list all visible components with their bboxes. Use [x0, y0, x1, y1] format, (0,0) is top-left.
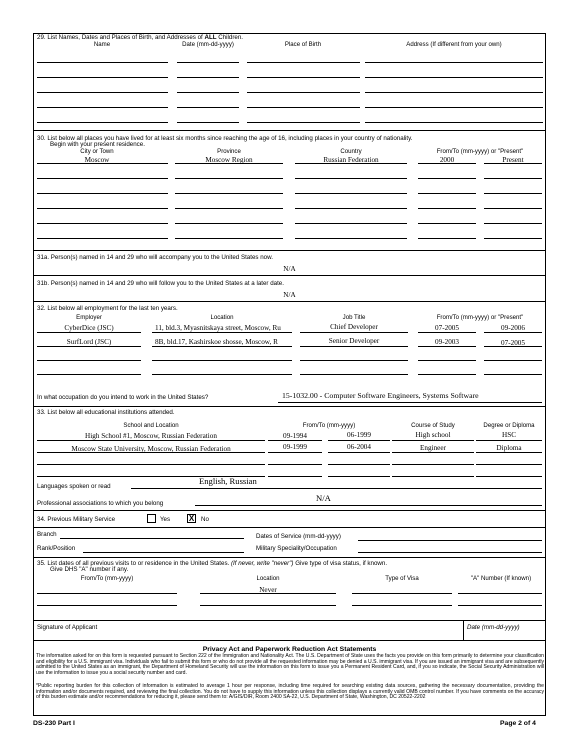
field-underline[interactable] [458, 605, 542, 606]
field-underline[interactable] [418, 178, 476, 179]
field-underline[interactable] [418, 193, 476, 194]
field-underline[interactable] [392, 440, 474, 441]
field-underline[interactable] [247, 77, 360, 78]
field-underline[interactable] [37, 332, 141, 333]
field-underline[interactable] [484, 193, 542, 194]
field-underline[interactable] [365, 77, 543, 78]
field-underline[interactable] [295, 178, 407, 179]
q32-row1-from: 07-2005 [435, 324, 459, 332]
date-label [467, 624, 520, 631]
field-underline[interactable] [392, 476, 474, 477]
field-underline[interactable] [37, 440, 265, 441]
date-label-text: Date (mm-dd-yyyy) [467, 624, 520, 631]
field-underline[interactable] [177, 92, 239, 93]
q33-col-fromto: From/To (mm-yyyy) [302, 422, 356, 429]
q29-title [37, 34, 243, 41]
field-underline[interactable] [175, 193, 283, 194]
field-underline[interactable] [37, 360, 141, 361]
field-underline[interactable] [392, 464, 474, 465]
section-divider [33, 301, 546, 302]
signature-label: Signature of Applicant [37, 624, 98, 631]
q31b-value: N/A [283, 291, 296, 299]
field-underline[interactable] [352, 593, 452, 594]
field-underline[interactable] [268, 464, 322, 465]
q29-title-bold: ALL [204, 34, 217, 41]
signature-date-separator [463, 620, 464, 640]
field-underline[interactable] [352, 605, 452, 606]
field-underline[interactable] [418, 238, 476, 239]
field-underline[interactable] [177, 62, 239, 63]
q33-col-school: School and Location [123, 422, 179, 429]
field-underline[interactable] [37, 593, 177, 594]
q35-location-value: Never [259, 586, 277, 594]
q34-label: 34. Previous Military Service [37, 516, 116, 523]
field-underline[interactable] [175, 238, 283, 239]
field-underline[interactable] [37, 605, 177, 606]
field-underline[interactable] [175, 163, 283, 164]
q32-row1-location: 11, bld.3, Myasnitskaya street, Moscow, Ru [155, 324, 281, 332]
field-underline[interactable] [476, 440, 542, 441]
field-underline[interactable] [37, 346, 141, 347]
field-underline[interactable] [328, 440, 390, 441]
field-underline[interactable] [247, 122, 360, 123]
q33-row1-to: 06-1999 [347, 431, 371, 439]
q32-col-job: Job Title [342, 314, 366, 321]
section-divider [33, 557, 546, 558]
field-underline[interactable] [152, 360, 292, 361]
speciality-label: Military Speciality/Occupation [256, 545, 337, 552]
q31a-label: 31a. Person(s) named in 14 and 29 who will accompany you to the United States now. [37, 254, 273, 261]
field-underline[interactable] [152, 332, 292, 333]
field-underline[interactable] [37, 122, 168, 123]
section-divider [33, 406, 546, 407]
field-underline[interactable] [418, 332, 476, 333]
dates-of-service-field-line[interactable] [358, 540, 542, 541]
field-underline[interactable] [37, 178, 168, 179]
field-underline[interactable] [484, 346, 542, 347]
q32-row1-employer: CyberDice (JSC) [64, 324, 114, 332]
field-underline[interactable] [300, 332, 408, 333]
q32-row1-job: Chief Developer [330, 323, 378, 331]
q35-col-visa: Type of Visa [385, 575, 419, 582]
q32-row2-from: 09-2003 [435, 338, 459, 346]
rank-label: Rank/Position [37, 545, 76, 552]
field-underline[interactable] [392, 452, 474, 453]
field-underline[interactable] [177, 122, 239, 123]
q33-title: 33. List below all educational institutions attended. [37, 409, 175, 416]
field-underline[interactable] [37, 62, 168, 63]
field-underline[interactable] [476, 452, 542, 453]
q33-row1-degree: HSC [502, 431, 516, 439]
associations-label: Professional associations to which you belong [37, 500, 164, 507]
field-underline[interactable] [200, 593, 336, 594]
q32-row1-to: 09-2006 [501, 324, 525, 332]
field-underline[interactable] [328, 476, 390, 477]
field-underline[interactable] [484, 360, 542, 361]
q30-row1-country: Russian Federation [323, 156, 379, 164]
q30-col-country: Country [340, 148, 362, 155]
field-underline[interactable] [300, 360, 408, 361]
section-divider [33, 510, 546, 511]
languages-field-line [131, 488, 542, 489]
field-underline[interactable] [268, 476, 322, 477]
occupation-value: 15-1032.00 - Computer Software Engineers, Systems Software [282, 391, 479, 400]
q32-row2-location: 8B, bld.17, Kashirskoe shosse, Moscow, R [155, 338, 278, 346]
field-underline[interactable] [37, 163, 168, 164]
privacy-paragraph-1: The information asked for on this form is requested pursuant to Section 222 of the Immigration and Nationality Act. The U.S. Department of State uses the facts you provide on this form primarily to determine your classification and eligibility for a U.S. immigrant visa. Individuals who fail to submit this form or who do not provide all the requested information may be denied a U.S. immigrant visa. If you are issued an immigrant visa and are subsequently admitted to the United States as an immigrant, the Department of Homeland Security will use the information on this form to issue you a Permanent Resident Card, and, if you so indicate, the Social Security Administration will use the information to issue you a social security number and card. [36, 653, 544, 677]
q33-row2-degree: Diploma [496, 444, 522, 452]
q33-row1-course: High school [415, 431, 451, 439]
q30-col-fromto: From/To (mm-yyyy) or "Present" [436, 148, 524, 155]
field-underline[interactable] [152, 346, 292, 347]
section-divider [33, 620, 546, 621]
field-underline[interactable] [300, 346, 408, 347]
q35-title-post: Give type of visa status, if known. [293, 560, 388, 567]
field-underline[interactable] [484, 238, 542, 239]
field-underline[interactable] [484, 374, 542, 375]
field-underline[interactable] [365, 92, 543, 93]
field-underline[interactable] [476, 476, 542, 477]
field-underline[interactable] [177, 77, 239, 78]
dates-of-service-label: Dates of Service (mm-dd-yyyy) [256, 533, 341, 540]
q30-row1-to: Present [502, 156, 524, 164]
form-id: DS-230 Part I [33, 720, 75, 727]
section-divider [33, 527, 546, 528]
languages-label: Languages spoken or read [37, 483, 111, 490]
q30-row1-city: Moscow [84, 156, 110, 164]
q33-col-course: Course of Study [411, 422, 455, 429]
branch-label: Branch [37, 531, 57, 538]
field-underline[interactable] [295, 223, 407, 224]
q32-col-employer: Employer [76, 314, 102, 321]
q29-col-date: Date (mm-dd-yyyy) [182, 41, 234, 48]
q31b-label: 31b. Person(s) named in 14 and 29 who will follow you to the United States at a later date. [37, 280, 284, 287]
field-underline[interactable] [365, 122, 543, 123]
q30-col-city: City or Town [80, 148, 114, 155]
q29-col-name: Name [93, 41, 111, 48]
field-underline[interactable] [295, 163, 407, 164]
field-underline[interactable] [177, 107, 239, 108]
field-underline[interactable] [418, 223, 476, 224]
field-underline[interactable] [476, 464, 542, 465]
field-underline[interactable] [484, 332, 542, 333]
field-underline[interactable] [295, 208, 407, 209]
field-underline[interactable] [200, 605, 336, 606]
q35-title-text: 35. List dates of all previous visits to or residence in the United States. [37, 560, 231, 567]
field-underline[interactable] [175, 178, 283, 179]
field-underline[interactable] [247, 92, 360, 93]
field-underline[interactable] [418, 374, 476, 375]
q32-row2-employer: SurfLord (JSC) [66, 338, 112, 346]
rank-field-line[interactable] [83, 552, 244, 553]
q33-row2-course: Engineer [420, 444, 446, 452]
section-divider [33, 275, 546, 276]
field-underline[interactable] [37, 92, 168, 93]
field-underline[interactable] [152, 374, 292, 375]
q31a-value: N/A [283, 265, 296, 273]
q35-title-italic: (If never, write "never") [230, 560, 294, 567]
field-underline[interactable] [458, 593, 542, 594]
field-underline[interactable] [418, 208, 476, 209]
field-underline[interactable] [484, 208, 542, 209]
q29-col-place: Place of Birth [284, 41, 322, 48]
field-underline[interactable] [37, 464, 265, 465]
field-underline[interactable] [328, 464, 390, 465]
field-underline[interactable] [484, 223, 542, 224]
q30-row1-province: Moscow Region [205, 156, 253, 164]
military-yes-checkbox[interactable] [147, 514, 156, 523]
languages-value: English, Russian [199, 476, 257, 486]
q30-title-line2: Begin with your present residence. [50, 141, 145, 148]
field-underline[interactable] [418, 346, 476, 347]
associations-value: N/A [316, 493, 331, 503]
field-underline[interactable] [37, 238, 168, 239]
q33-row2-school: Moscow State University, Moscow, Russian Federation [71, 445, 231, 453]
field-underline[interactable] [484, 163, 542, 164]
field-underline[interactable] [295, 193, 407, 194]
branch-field-line[interactable] [60, 538, 244, 539]
page-number: Page 2 of 4 [500, 720, 536, 727]
occupation-field-line [278, 402, 542, 403]
q35-title-line2: Give DHS "A" number if any. [50, 566, 129, 573]
q33-col-degree: Degree or Diploma [483, 422, 535, 429]
field-underline[interactable] [365, 62, 543, 63]
q32-title: 32. List below all employment for the last ten years. [37, 305, 178, 312]
field-underline[interactable] [247, 62, 360, 63]
q29-col-address: Address (If different from your own) [406, 41, 502, 48]
q35-col-anumber: "A" Number (If known) [470, 575, 532, 582]
q35-col-location: Location [256, 575, 280, 582]
section-divider [33, 250, 546, 251]
military-yes-label: Yes [160, 516, 171, 523]
section-divider [33, 640, 546, 641]
field-underline[interactable] [175, 208, 283, 209]
field-underline[interactable] [37, 452, 265, 453]
field-underline[interactable] [37, 107, 168, 108]
field-underline[interactable] [300, 374, 408, 375]
q32-col-location: Location [210, 314, 234, 321]
q35-col-fromto: From/To (mm-yyyy) [80, 575, 134, 582]
q30-row1-from: 2000 [439, 156, 455, 164]
occupation-label: In what occupation do you intend to work in the United States? [37, 394, 209, 401]
q30-col-province: Province [217, 148, 241, 155]
military-no-checkbox[interactable]: X [188, 514, 195, 523]
q33-row1-school: High School #1, Moscow, Russian Federation [85, 432, 217, 440]
privacy-paragraph-2: *Public reporting burden for this collection of information is estimated to average 1 hour per response, including time required for searching existing data sources, gathering the necessary documentation, providing the information and/or documents required, and reviewing the final collection. You do not have to supply this information unless this collection displays a currently valid OMB control number. If you have comments on the accuracy of this burden estimate and/or recommendations for reducing it, please send them to: A/GIS/DIR, Room 2400 SA-22, U.S. Department of State, Washington, DC 20522-2202 [36, 683, 544, 701]
q32-row2-job: Senior Developer [328, 337, 380, 345]
q32-row2-to: 07-2005 [501, 339, 525, 347]
q33-row1-from: 09-1994 [283, 432, 307, 440]
section-divider [33, 130, 546, 131]
field-underline[interactable] [37, 208, 168, 209]
field-underline[interactable] [268, 440, 322, 441]
q32-col-fromto: From/To (mm-yyyy) or "Present" [436, 314, 524, 321]
field-underline[interactable] [418, 163, 476, 164]
q33-row2-from: 09-1999 [283, 443, 307, 451]
speciality-field-line[interactable] [358, 552, 542, 553]
privacy-title: Privacy Act and Paperwork Reduction Act Statements [202, 646, 377, 653]
field-underline[interactable] [418, 360, 476, 361]
field-underline[interactable] [328, 452, 390, 453]
associations-field-line [195, 505, 542, 506]
field-underline[interactable] [295, 238, 407, 239]
q29-title-text: 29. List Names, Dates and Places of Birth, and Addresses of [37, 34, 205, 41]
field-underline[interactable] [365, 107, 543, 108]
military-no-label: No [201, 516, 209, 523]
field-underline[interactable] [37, 193, 168, 194]
field-underline[interactable] [268, 452, 322, 453]
q30-title: 30. List below all places you have lived for at least six months since reaching the age of 16, including places in your country of nationality. [37, 135, 413, 142]
field-underline[interactable] [37, 374, 141, 375]
field-underline[interactable] [37, 77, 168, 78]
field-underline[interactable] [247, 107, 360, 108]
field-underline[interactable] [37, 223, 168, 224]
q33-row2-to: 06-2004 [347, 443, 371, 451]
field-underline[interactable] [484, 178, 542, 179]
field-underline[interactable] [175, 223, 283, 224]
q29-title-post: Children. [216, 34, 244, 41]
